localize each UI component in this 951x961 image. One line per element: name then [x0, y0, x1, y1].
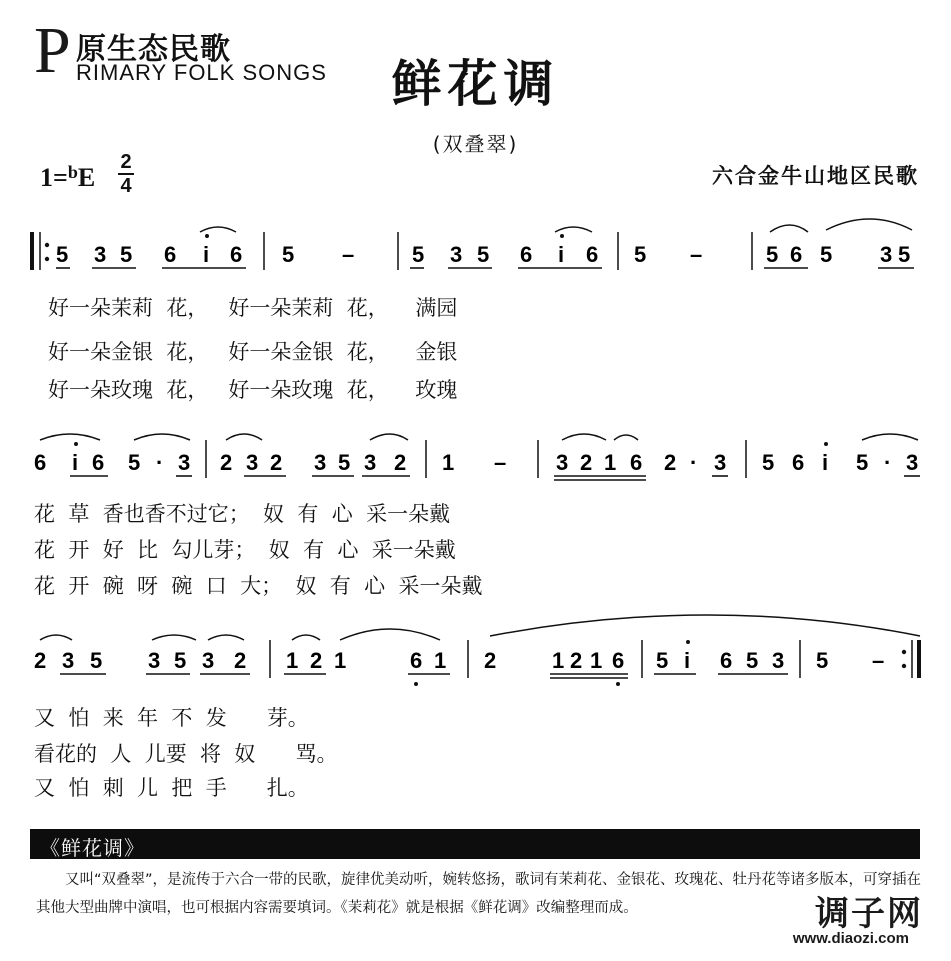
note: 3: [364, 450, 377, 475]
note: 5: [120, 242, 133, 267]
note: 1: [434, 648, 447, 673]
note: 5: [766, 242, 779, 267]
note: i: [72, 450, 79, 475]
slur: [826, 219, 912, 230]
repeat-dot: [45, 257, 49, 261]
slur: [770, 225, 808, 232]
note: 5: [816, 648, 829, 673]
song-subtitle: (双叠翠): [432, 132, 519, 156]
note: 5: [746, 648, 759, 673]
note: ·: [156, 450, 164, 475]
key-note: E: [77, 163, 96, 192]
octave-dot: [686, 640, 690, 644]
note: 6: [164, 242, 177, 267]
time-top: 2: [120, 151, 132, 173]
note: 3: [906, 450, 919, 475]
note: i: [822, 450, 829, 475]
key-prefix: 1=: [40, 163, 68, 192]
lyric-row2-verse2: 花 开 好 比 勾儿芽； 奴 有 心 采一朵戴: [34, 538, 456, 562]
note: 5: [856, 450, 869, 475]
note: 2: [664, 450, 677, 475]
note: 5: [898, 242, 911, 267]
slur: [555, 227, 592, 232]
slur: [226, 434, 262, 440]
song-origin: 六合金牛山地区民歌: [712, 164, 919, 188]
note: 2: [34, 648, 47, 673]
low-octave-dot: [414, 682, 418, 686]
note: 1: [286, 648, 299, 673]
note: i: [203, 242, 210, 267]
note: 3: [62, 648, 75, 673]
octave-dot: [560, 234, 564, 238]
note: 6: [34, 450, 47, 475]
note: 1: [552, 648, 565, 673]
slur: [340, 629, 440, 640]
note: 3: [202, 648, 215, 673]
note: 3: [148, 648, 161, 673]
song-title: 鲜花调: [391, 55, 560, 113]
note: 5: [656, 648, 669, 673]
note: 3: [94, 242, 107, 267]
brand-initial: P: [34, 14, 71, 87]
note: 1: [334, 648, 347, 673]
note: i: [558, 242, 565, 267]
note: 2: [220, 450, 233, 475]
note: 2: [484, 648, 497, 673]
note: 2: [580, 450, 593, 475]
note: 5: [477, 242, 490, 267]
slur: [200, 227, 236, 232]
note: 5: [820, 242, 833, 267]
low-octave-dot: [616, 682, 620, 686]
note: 6: [520, 242, 533, 267]
note: 3: [714, 450, 727, 475]
note: 1: [604, 450, 617, 475]
note-title: 《鲜花调》: [40, 836, 145, 860]
watermark-url: www.diaozi.com: [792, 930, 909, 947]
note: 5: [282, 242, 295, 267]
note: 6: [92, 450, 105, 475]
slur: [490, 615, 920, 636]
repeat-dot: [902, 664, 906, 668]
note: 6: [790, 242, 803, 267]
note: 1: [442, 450, 455, 475]
note: –: [690, 242, 703, 267]
octave-dot: [74, 442, 78, 446]
slur: [40, 635, 72, 640]
slur: [862, 434, 918, 440]
note: ·: [884, 450, 892, 475]
note: ·: [690, 450, 698, 475]
lyric-row3-verse3: 又 怕 刺 儿 把 手 扎。: [34, 776, 309, 800]
note: 3: [246, 450, 259, 475]
note: –: [872, 648, 885, 673]
note: 6: [612, 648, 625, 673]
note: 5: [338, 450, 351, 475]
slur: [208, 635, 244, 640]
lyric-row3-verse2: 看花的 人 儿要 将 奴 骂。: [34, 742, 338, 766]
note: 3: [772, 648, 785, 673]
note: 6: [410, 648, 423, 673]
note: –: [494, 450, 507, 475]
repeat-start-thick: [30, 232, 34, 270]
lyric-row1-verse2: 好一朵金银 花， 好一朵金银 花， 金银: [48, 340, 458, 364]
key-flat: b: [67, 162, 78, 182]
slur: [40, 434, 100, 440]
score-row-3: [34, 615, 921, 686]
watermark-name: 调子网: [815, 894, 923, 934]
note: 6: [792, 450, 805, 475]
note: 6: [630, 450, 643, 475]
slur: [614, 435, 638, 440]
note: i: [684, 648, 691, 673]
note: 2: [310, 648, 323, 673]
slur: [292, 635, 320, 640]
lyric-row1-verse3: 好一朵玫瑰 花， 好一朵玫瑰 花， 玫瑰: [48, 378, 458, 402]
repeat-dot: [45, 243, 49, 247]
repeat-end-thick: [917, 640, 921, 678]
octave-dot: [824, 442, 828, 446]
note: 3: [178, 450, 191, 475]
note: 2: [270, 450, 283, 475]
lyric-row1-verse1: 好一朵茉莉 花， 好一朵茉莉 花， 满园: [48, 296, 458, 320]
note: 5: [634, 242, 647, 267]
note: 5: [762, 450, 775, 475]
note: 5: [90, 648, 103, 673]
note: 2: [234, 648, 247, 673]
octave-dot: [205, 234, 209, 238]
note: 6: [720, 648, 733, 673]
note: 3: [450, 242, 463, 267]
note: 3: [880, 242, 893, 267]
lyric-row2-verse1: 花 草 香也香不过它； 奴 有 心 采一朵戴: [34, 502, 451, 526]
note: 2: [570, 648, 583, 673]
score-row-2: [34, 434, 920, 480]
score-row-1: [30, 219, 914, 270]
note: 6: [230, 242, 243, 267]
note-title-band: [30, 829, 920, 859]
note: 3: [314, 450, 327, 475]
note: 3: [556, 450, 569, 475]
note-text: 又叫“双叠翠”，是流传于六合一带的民歌，旋律优美动听，婉转悠扬，歌词有茉莉花、金银花、玫瑰花、牡丹花等诸多版本，可穿插在其他大型曲牌中演唱，也可根据内容需要填词。《茉莉花》就是根据《鲜花调》改编整理而成。: [36, 872, 922, 916]
slur: [134, 434, 190, 440]
note: 6: [586, 242, 599, 267]
note: 2: [394, 450, 407, 475]
slur: [562, 434, 606, 440]
slur: [152, 635, 196, 640]
note: 5: [128, 450, 141, 475]
time-bottom: 4: [120, 175, 132, 197]
brand-name-en: RIMARY FOLK SONGS: [76, 60, 327, 85]
note: –: [342, 242, 355, 267]
note: 5: [412, 242, 425, 267]
slur: [370, 434, 408, 440]
brand-name-cn: 原生态民歌: [76, 32, 231, 67]
repeat-dot: [902, 650, 906, 654]
note: 1: [590, 648, 603, 673]
lyric-row3-verse1: 又 怕 来 年 不 发 芽。: [34, 706, 309, 730]
lyric-row2-verse3: 花 开 碗 呀 碗 口 大； 奴 有 心 采一朵戴: [34, 574, 483, 598]
note: 5: [56, 242, 69, 267]
note: 5: [174, 648, 187, 673]
